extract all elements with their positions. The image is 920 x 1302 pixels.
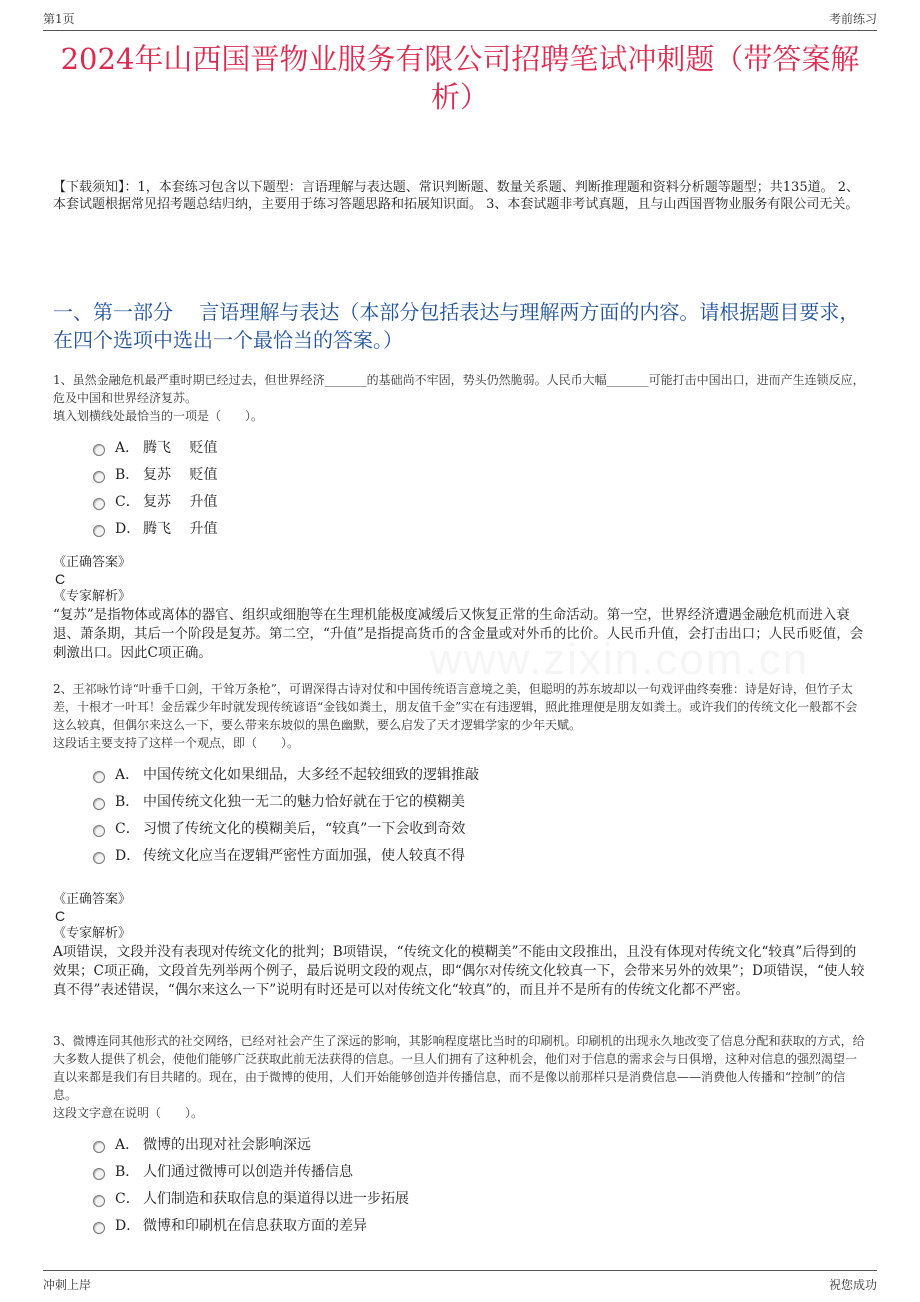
page-number: 第1页 — [43, 12, 75, 26]
section-heading: 一、第一部分 言语理解与表达（本部分包括表达与理解两方面的内容。请根据题目要求，在四个选项中选出一个最恰当的答案。） — [53, 300, 860, 352]
option-b[interactable]: B． 复苏 贬值 — [93, 461, 868, 488]
header-tag: 考前练习 — [828, 12, 877, 26]
explanation: “复苏”是指物体或离体的器官、组织或细胞等在生理机能极度减缓后又恢复正常的生命活动。第一空，世界经济遭遇金融危机而进入衰退、萧条期，其后一个阶段是复苏。第二空，“升值”是指提高货币的含金量或对外币的比价。人民币升值，会打击出口；人民币贬值，会刺激出口。因此C项正确。 — [53, 607, 864, 661]
option-c[interactable]: C． 人们制造和获取信息的渠道得以进一步拓展 — [93, 1185, 868, 1212]
radio-icon[interactable] — [93, 525, 105, 537]
download-notice: 【下载须知】：1，本套练习包含以下题型：言语理解与表达题、常识判断题、数量关系题、判断推理题和资料分析题等题型；共135道。 2、本套试题根据常见招考题总结归纳，主要用于练习答题思路和拓展知识面。 3、本套试题非考试真题，且与山西国晋物业服务有限公司无关。 — [53, 180, 859, 212]
option-a[interactable]: A． 中国传统文化如果细品，大多经不起较细致的逻辑推敲 — [93, 761, 868, 788]
options-list — [93, 761, 868, 869]
footer-left: 冲刺上岸 — [43, 1278, 92, 1292]
page-footer — [43, 1270, 877, 1293]
radio-icon[interactable] — [93, 825, 105, 837]
watermark: www.zixin.com.cn — [430, 635, 810, 684]
radio-icon[interactable] — [93, 1222, 105, 1234]
option-c[interactable]: C． 习惯了传统文化的模糊美后，“较真”一下会收到奇效 — [93, 815, 868, 842]
question-prompt: 这段文字意在说明（ ）。 — [53, 1106, 204, 1120]
options-list — [93, 434, 868, 542]
question-stem: 2、王祁咏竹诗“叶垂千口剑，干耸万条枪”，可谓深得古诗对仗和中国传统语言意境之美，但聪明的苏东坡却以一句戏评曲终奏雅：诗是好诗，但竹子太差，十根才一叶耳！金岳霖少年时就发现传统谚语“金钱如粪土，朋友值千金”实在有违逻辑，照此推理便是朋友如粪土。或许我们的传统文化一般都不会这么较真，但偶尔来这么一下，要么带来东坡似的黑色幽默，要么启发了天才逻辑学家的少年天赋。 — [53, 682, 858, 732]
question-3 — [53, 1032, 868, 1239]
question-prompt: 这段话主要支持了这样一个观点，即（ ）。 — [53, 736, 300, 750]
option-b[interactable]: B． 中国传统文化独一无二的魅力恰好就在于它的模糊美 — [93, 788, 868, 815]
option-d[interactable]: D． 微博和印刷机在信息获取方面的差异 — [93, 1212, 868, 1239]
radio-icon[interactable] — [93, 771, 105, 783]
option-a[interactable]: A． 微博的出现对社会影响深远 — [93, 1131, 868, 1158]
option-d[interactable]: D． 腾飞 升值 — [93, 515, 868, 542]
options-list — [93, 1131, 868, 1239]
radio-icon[interactable] — [93, 1195, 105, 1207]
radio-icon[interactable] — [93, 471, 105, 483]
question-2 — [53, 680, 868, 869]
answer-label: 《正确答案》 — [53, 555, 132, 570]
expert-label: 《专家解析》 — [53, 926, 132, 941]
answer-label: 《正确答案》 — [53, 892, 132, 907]
radio-icon[interactable] — [93, 852, 105, 864]
option-a[interactable]: A． 腾飞 贬值 — [93, 434, 868, 461]
answer-value: C — [55, 908, 66, 924]
explanation: A项错误，文段并没有表现对传统文化的批判；B项错误，“传统文化的模糊美”不能由文段推出，且没有体现对传统文化“较真”后得到的效果；C项正确，文段首先列举两个例子，最后说明文段的观点，即“偶尔对传统文化较真一下，会带来另外的效果”；D项错误，“使人较真不得”表述错误，“偶尔来这么一下”说明有时还是可以对传统文化“较真”的，而且并不是所有的传统文化都不严密。 — [53, 944, 865, 998]
radio-icon[interactable] — [93, 498, 105, 510]
radio-icon[interactable] — [93, 798, 105, 810]
question-prompt: 填入划横线处最恰当的一项是（ ）。 — [53, 409, 264, 423]
answer-block-1 — [53, 554, 868, 663]
footer-right: 祝您成功 — [828, 1278, 877, 1292]
radio-icon[interactable] — [93, 444, 105, 456]
option-d[interactable]: D． 传统文化应当在逻辑严密性方面加强，使人较真不得 — [93, 842, 868, 869]
question-stem: 3、微博连同其他形式的社交网络，已经对社会产生了深远的影响，其影响程度堪比当时的印刷机。印刷机的出现永久地改变了信息分配和获取的方式，给大多数人提供了机会，使他们能够广泛获取此前无法获得的信息。一旦人们拥有了这种机会，他们对于信息的需求会与日俱增，这种对信息的强烈渴望一直以来都是我们有目共睹的。现在，由于微博的使用，人们开始能够创造并传播信息，而不是像以前那样只是消费信息——消费他人传播和“控制”的信息。 — [53, 1034, 865, 1102]
expert-label: 《专家解析》 — [53, 589, 132, 604]
radio-icon[interactable] — [93, 1168, 105, 1180]
page-header — [43, 10, 877, 31]
option-b[interactable]: B． 人们通过微博可以创造并传播信息 — [93, 1158, 868, 1185]
answer-value: C — [55, 571, 66, 587]
question-stem: 1、虽然金融危机最严重时期已经过去，但世界经济_______的基础尚不牢固，势头仍然脆弱。人民币大幅_______可能打击中国出口，进而产生连锁反应，危及中国和世界经济复苏。 — [53, 373, 865, 405]
document-title: 2024年山西国晋物业服务有限公司招聘笔试冲刺题（带答案解析） — [60, 42, 860, 114]
answer-block-2 — [53, 891, 868, 1000]
option-c[interactable]: C． 复苏 升值 — [93, 488, 868, 515]
question-1 — [53, 371, 868, 542]
radio-icon[interactable] — [93, 1141, 105, 1153]
